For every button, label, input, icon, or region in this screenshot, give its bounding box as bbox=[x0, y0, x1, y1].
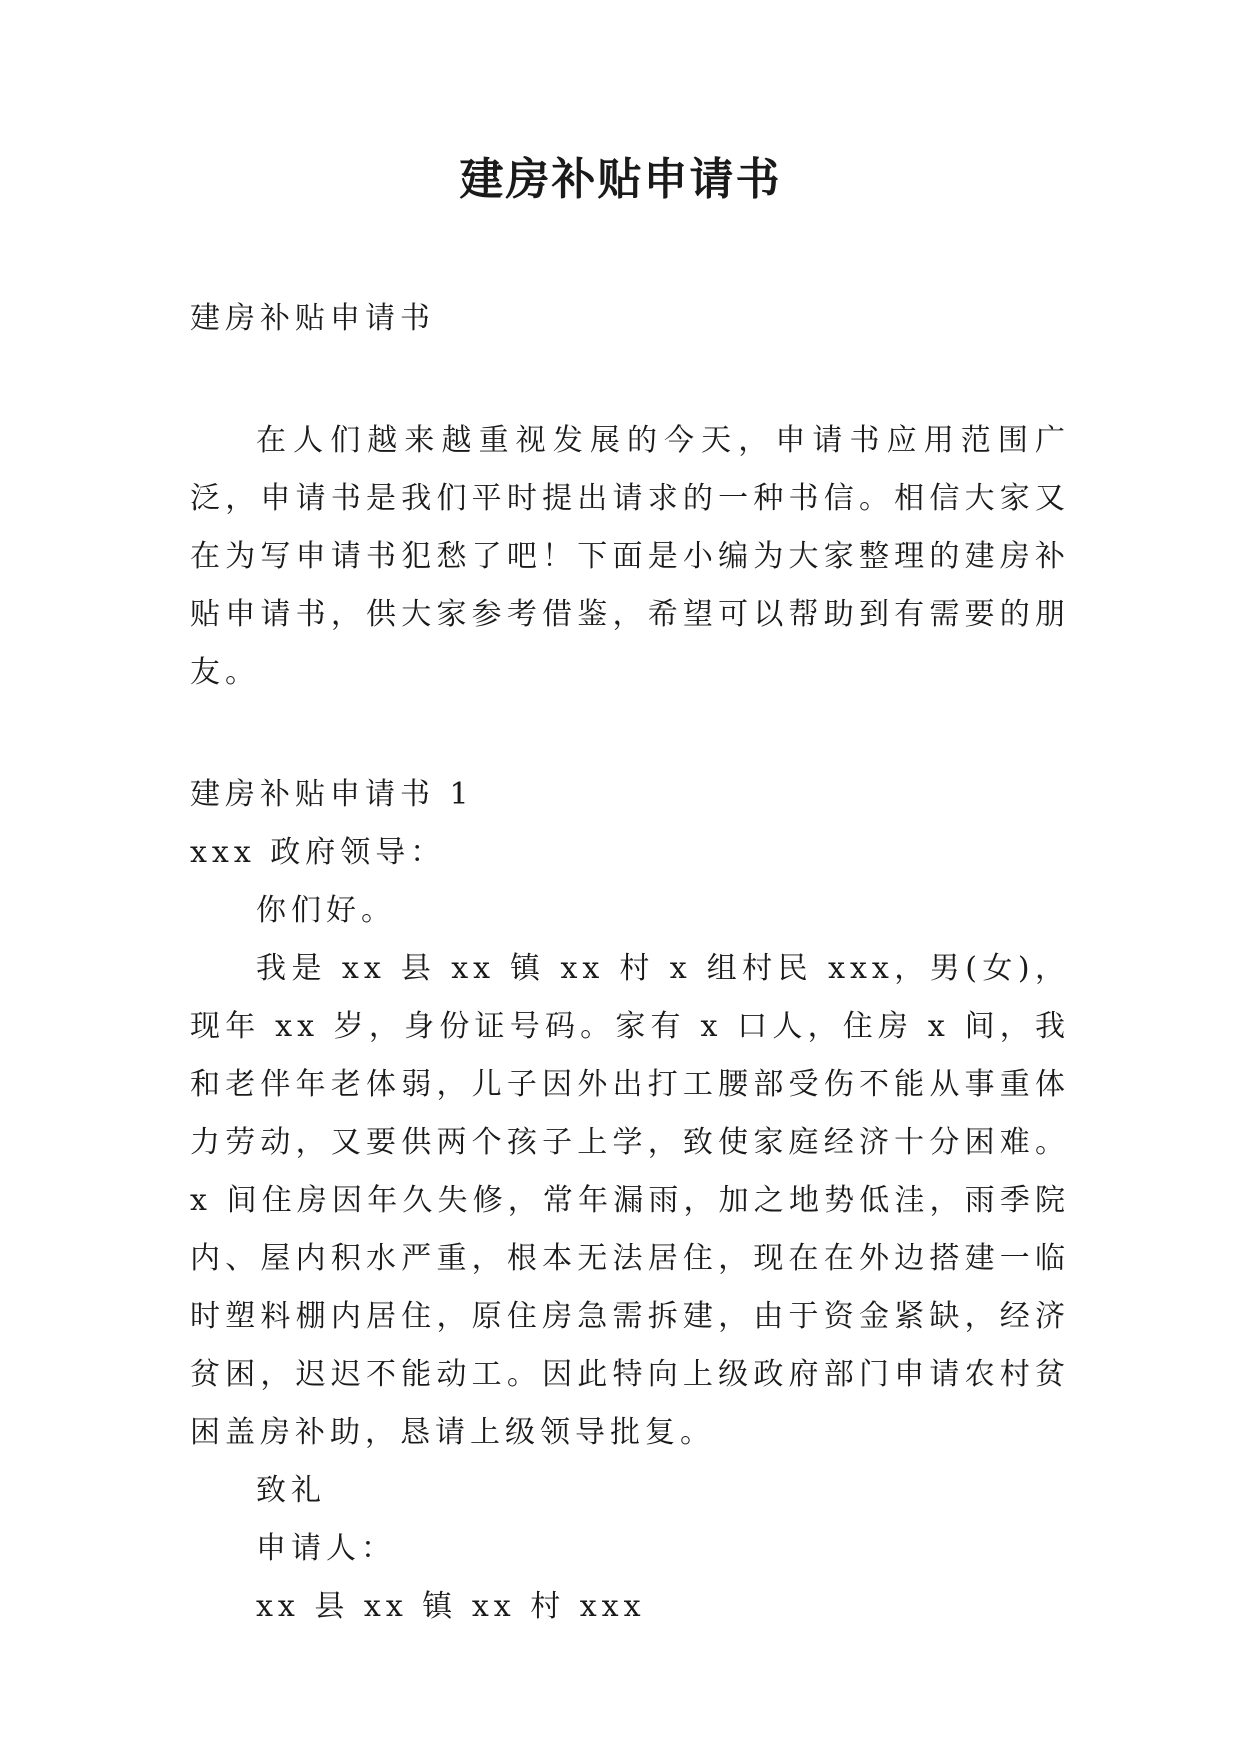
applicant-address: xx 县 xx 镇 xx 村 xxx bbox=[256, 1589, 646, 1624]
greeting: 你们好。 bbox=[256, 893, 396, 928]
salutation: xxx 政府领导： bbox=[190, 835, 446, 870]
intro-paragraph: 在人们越来越重视发展的今天，申请书应用范围广泛，申请书是我们平时提出请求的一种书信。相信大家又在为写申请书犯愁了吧！下面是小编为大家整理的建房补贴申请书，供大家参考借鉴，希望可以帮助到有需要的朋友。 bbox=[190, 423, 1070, 690]
closing: 致礼 bbox=[256, 1473, 326, 1508]
main-paragraph: 我是 xx 县 xx 镇 xx 村 x 组村民 xxx，男(女)，现年 xx 岁，身份证号码。家有 x 口人，住房 x 间，我和老伴年老体弱，儿子因外出打工腰部受伤不能从事重体力劳动，又要供两个孩子上学，致使家庭经济十分困难。x 间住房因年久失修，常年漏雨，加之地势低洼，雨季院内、屋内积水严重，根本无法居住，现在在外边搭建一临时塑料棚内居住，原住房急需拆建，由于资金紧缺，经济贫困，迟迟不能动工。因此特向上级政府部门申请农村贫困盖房补助，恳请上级领导批复。 bbox=[190, 951, 1070, 1450]
document-body bbox=[190, 290, 1070, 1636]
applicant-label: 申请人： bbox=[256, 1531, 396, 1566]
section-title: 建房补贴申请书 1 bbox=[190, 777, 474, 812]
document-subtitle: 建房补贴申请书 bbox=[190, 301, 435, 336]
document-title: 建房补贴申请书 bbox=[459, 154, 782, 205]
